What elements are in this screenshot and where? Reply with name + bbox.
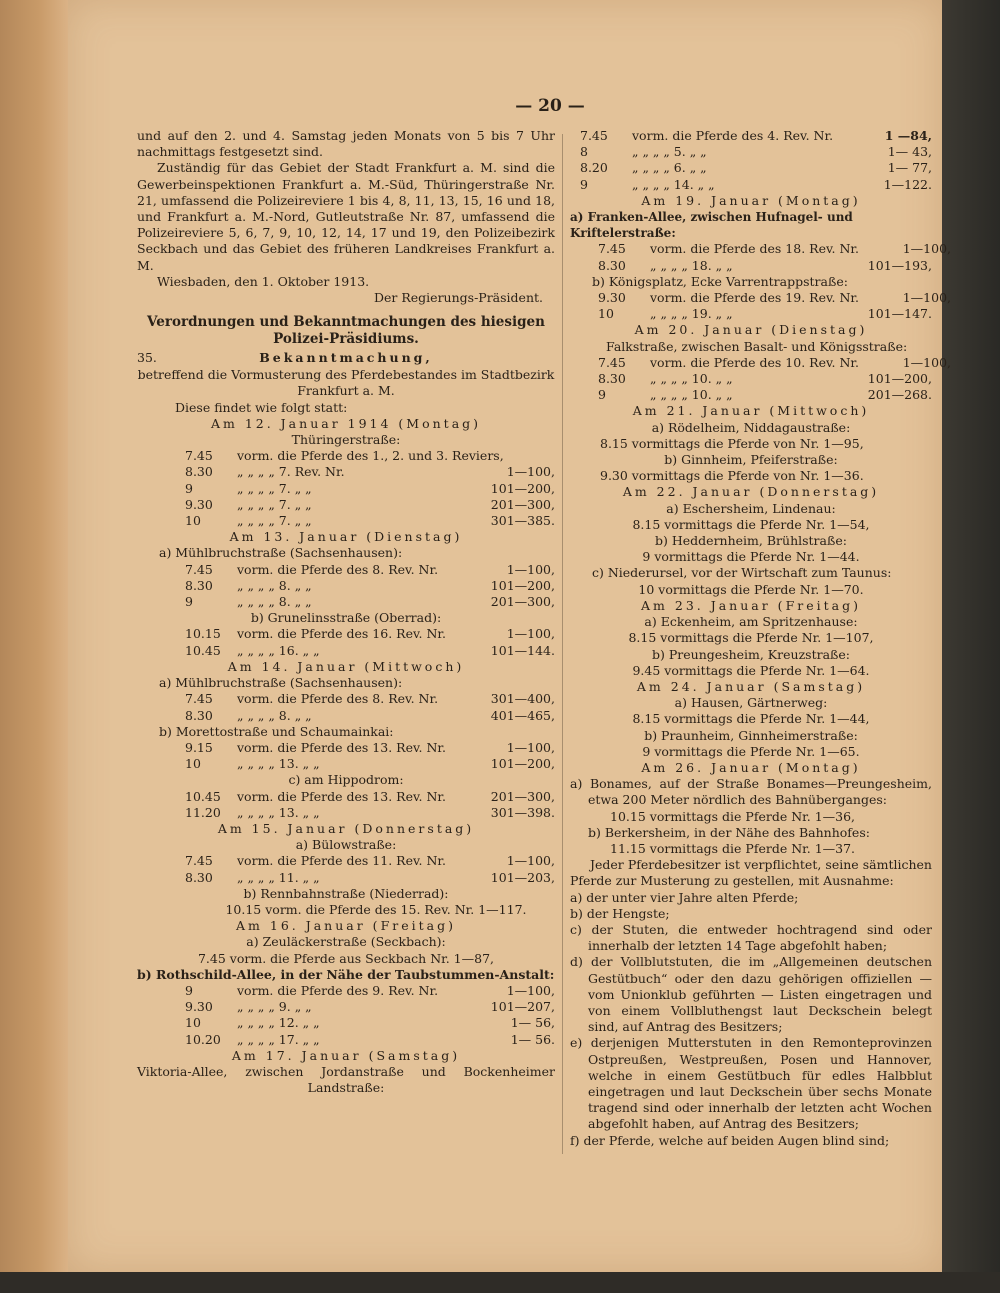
schedule-3b	[137, 740, 555, 772]
location-r5a: a) Eckenheim, am Spritzenhause:	[644, 614, 858, 630]
location-r7b: b) Berkersheim, in der Nähe des Bahnhofes:	[588, 824, 870, 840]
schedule-row: 10.15 vorm. die Pferde des 15. Rev. Nr. 1—117.	[225, 901, 527, 917]
location-r1a: a) Franken-Allee, zwischen Hufnagel- und Kriftelerstraße:	[570, 210, 853, 241]
exception-item: b) der Hengste;	[570, 905, 670, 921]
schedule-r7a-line: 10.15 vormittags die Pferde Nr. 1—36,	[610, 808, 856, 824]
location-3c: c) am Hippodrom:	[288, 772, 404, 788]
day-heading-6: Am 17. Januar (Samstag)	[231, 1047, 461, 1063]
day-heading-1: Am 12. Januar 1914 (Montag)	[210, 415, 482, 431]
schedule-r4c-line: 10 vormittags die Pferde Nr. 1—70.	[638, 581, 864, 597]
schedule-row: 10 „ „ „ „ 12. „ „ 1— 56,	[185, 1015, 555, 1031]
location-r4c: c) Niederursel, vor der Wirtschaft zum Taunus:	[592, 565, 892, 581]
location-3b: b) Morettostraße und Schaumainkai:	[159, 723, 394, 739]
location-r5b: b) Preungesheim, Kreuzstraße:	[652, 646, 850, 662]
schedule-r3b-line: 9.30 vormittags die Pferde von Nr. 1—36.	[600, 468, 864, 484]
left-column	[137, 128, 555, 1096]
notice-header	[137, 350, 555, 367]
schedule-row: 9.15 vorm. die Pferde des 13. Rev. Nr. 1—100,	[185, 739, 555, 755]
schedule-row: 10 „ „ „ „ 7. „ „ 301—385.	[185, 513, 555, 529]
right-column	[570, 128, 952, 1149]
day-heading-r7: Am 26. Januar (Montag)	[641, 759, 861, 775]
schedule-r4a-line: 8.15 vormittags die Pferde Nr. 1—54,	[632, 516, 870, 532]
schedule-row: 7.45 vorm. die Pferde des 1., 2. und 3. Reviers,	[185, 448, 504, 464]
schedule-3c	[137, 789, 555, 821]
schedule-row: 10.45 „ „ „ „ 16. „ „ 101—144.	[185, 642, 555, 658]
notice-intro: Diese findet wie folgt statt:	[175, 399, 348, 415]
location-r3b: b) Ginnheim, Pfeiferstraße:	[664, 452, 838, 468]
location-5b: b) Rothschild-Allee, in der Nähe der Taubstummen-Anstalt:	[137, 966, 555, 982]
section-heading: Verordnungen und Bekanntmachungen des hiesigen Polizei-Präsidiums.	[147, 314, 545, 348]
location-r4b: b) Heddernheim, Brühlstraße:	[655, 533, 847, 549]
schedule-3a	[137, 691, 555, 723]
schedule-r1b	[570, 290, 952, 322]
schedule-r6a-line: 8.15 vormittags die Pferde Nr. 1—44,	[632, 711, 870, 727]
schedule-1	[137, 448, 555, 529]
location-2b: b) Grunelinsstraße (Oberrad):	[250, 610, 442, 626]
day-heading-r5: Am 23. Januar (Freitag)	[641, 597, 861, 613]
schedule-r1a	[570, 241, 952, 273]
schedule-row: 7.45 vorm. die Pferde des 8. Rev. Nr. 1—100,	[185, 561, 555, 577]
schedule-r5b-line: 9.45 vormittags die Pferde Nr. 1—64.	[632, 662, 870, 678]
schedule-row: 11.20 „ „ „ „ 13. „ „ 301—398.	[185, 804, 555, 820]
schedule-r3a-line: 8.15 vormittags die Pferde von Nr. 1—95,	[600, 435, 864, 451]
schedule-r6b-line: 9 vormittags die Pferde Nr. 1—65.	[642, 743, 860, 759]
schedule-row: 9 „ „ „ „ 10. „ „ 201—268.	[598, 387, 932, 403]
paragraph-duty: Jeder Pferdebesitzer ist verpflichtet, seine sämtlichen Pferde zur Musterung zu gestellen, mit Ausnahme:	[570, 857, 932, 889]
schedule-row: 9 „ „ „ „ 7. „ „ 101—200,	[185, 480, 555, 496]
location-3a: a) Mühlbruchstraße (Sachsenhausen):	[159, 675, 403, 691]
place-date: Wiesbaden, den 1. Oktober 1913.	[157, 273, 370, 289]
location-6: Viktoria-Allee, zwischen Jordanstraße und Bockenheimer Landstraße:	[137, 1063, 555, 1096]
schedule-2a	[137, 562, 555, 611]
location-2a: a) Mühlbruchstraße (Sachsenhausen):	[159, 545, 403, 561]
schedule-row: 10 „ „ „ „ 13. „ „ 101—200,	[185, 756, 555, 772]
location-r1b: b) Königsplatz, Ecke Varrentrappstraße:	[592, 273, 848, 289]
day-heading-r6: Am 24. Januar (Samstag)	[636, 678, 866, 694]
schedule-row: 7.45 vorm. die Pferde des 8. Rev. Nr. 301—400,	[185, 691, 555, 707]
schedule-4a	[137, 853, 555, 885]
schedule-row: 8.30 „ „ „ „ 18. „ „ 101—193,	[598, 257, 932, 273]
exception-list	[570, 890, 932, 1149]
schedule-row: 9.30 „ „ „ „ 7. „ „ 201—300,	[185, 496, 555, 512]
day-heading-r2: Am 20. Januar (Dienstag)	[634, 322, 868, 338]
schedule-row: 9.30 vorm. die Pferde des 19. Rev. Nr. 1—100,	[598, 290, 952, 306]
paragraph-intro-1: und auf den 2. und 4. Samstag jeden Monats von 5 bis 7 Uhr nachmittags festgesetzt sind.	[137, 128, 555, 160]
day-heading-5: Am 16. Januar (Freitag)	[236, 918, 456, 934]
day-heading-r3: Am 21. Januar (Mittwoch)	[632, 403, 870, 419]
exception-item: d) der Vollblutstuten, die im „Allgemeinen deutschen Gestütbuch“ oder den dazu gehörigen offiziellen — vom Unionklub geführten — Listen eingetragen und von einem Vollbluthengst laut Deckschein belegt sind, auf Antrag des Besitzers;	[570, 954, 932, 1035]
notice-title: Bekanntmachung,	[259, 350, 433, 366]
schedule-row: 8.20 „ „ „ „ 6. „ „ 1— 77,	[580, 160, 932, 176]
location-5a: a) Zeuläckerstraße (Seckbach):	[246, 934, 446, 950]
location-r2: Falkstraße, zwischen Basalt- und Königsstraße:	[606, 338, 908, 354]
schedule-row: 8.30 „ „ „ „ 8. „ „ 401—465,	[185, 707, 555, 723]
book-edge-left	[0, 0, 70, 1293]
schedule-row: 8 „ „ „ „ 5. „ „ 1— 43,	[580, 144, 932, 160]
schedule-row: 7.45 vorm. die Pferde des 4. Rev. Nr. 1 —84,	[580, 128, 932, 143]
day-heading-r4: Am 22. Januar (Donnerstag)	[622, 484, 880, 500]
day-heading-r1: Am 19. Januar (Montag)	[641, 192, 861, 208]
schedule-row: 10.15 vorm. die Pferde des 16. Rev. Nr. 1—100,	[185, 626, 555, 642]
paragraph-intro-2: Zuständig für das Gebiet der Stadt Frankfurt a. M. sind die Gewerbeinspektionen Frankfurt a. M.-Süd, Thüringerstraße Nr. 21, umfassend die Polizeireviere 1 bis 4, 8, 11, 13, 15, 16 und 18, und Frankfurt a. M.-Nord, Gutleutstraße Nr. 87, umfassend die Polizeireviere 5, 6, 7, 9, 10, 12, 14, 17 und 19, den Polizeibezirk Seckbach und das Gebiet des früheren Landkreises Frankfurt a. M.	[137, 160, 555, 273]
schedule-r7b-line: 11.15 vormittags die Pferde Nr. 1—37.	[610, 840, 856, 856]
schedule-r5a-line: 8.15 vormittags die Pferde Nr. 1—107,	[628, 630, 874, 646]
schedule-row: 8.30 „ „ „ „ 11. „ „ 101—203,	[185, 869, 555, 885]
location-4a: a) Bülowstraße:	[295, 837, 397, 853]
location-r6b: b) Praunheim, Ginnheimerstraße:	[644, 727, 858, 743]
location-r7a: a) Bonames, auf der Straße Bonames—Preungesheim, etwa 200 Meter nördlich des Bahnüberganges:	[570, 776, 932, 808]
schedule-4b	[137, 902, 555, 918]
day-heading-2: Am 13. Januar (Dienstag)	[229, 529, 463, 545]
location-r6a: a) Hausen, Gärtnerweg:	[674, 695, 828, 711]
schedule-row: 7.45 vorm. die Pferde des 18. Rev. Nr. 1—100,	[598, 241, 952, 257]
signature: Der Regierungs-Präsident.	[374, 290, 543, 306]
exception-item: c) der Stuten, die entweder hochtragend sind oder innerhalb der letzten 14 Tage abgefohlt haben;	[570, 921, 932, 954]
schedule-row: 9 „ „ „ „ 8. „ „ 201—300,	[185, 594, 555, 610]
day-heading-4: Am 15. Januar (Donnerstag)	[217, 820, 475, 836]
schedule-row: 10.20 „ „ „ „ 17. „ „ 1— 56.	[185, 1031, 555, 1047]
location-r3a: a) Rödelheim, Niddagaustraße:	[651, 419, 851, 435]
schedule-row: 8.30 „ „ „ „ 8. „ „ 101—200,	[185, 577, 555, 593]
exception-item: f) der Pferde, welche auf beiden Augen blind sind;	[570, 1132, 890, 1148]
schedule-5b	[137, 983, 555, 1048]
background-right	[942, 0, 1000, 1293]
day-heading-3: Am 14. Januar (Mittwoch)	[227, 658, 465, 674]
page-number: — 20 —	[515, 96, 585, 116]
schedule-2b	[137, 626, 555, 658]
column-divider	[562, 134, 563, 1154]
schedule-row: 8.30 „ „ „ „ 10. „ „ 101—200,	[598, 371, 932, 387]
location-r4a: a) Eschersheim, Lindenau:	[666, 500, 836, 516]
schedule-row: 10 „ „ „ „ 19. „ „ 101—147.	[598, 306, 932, 322]
exception-item: a) der unter vier Jahre alten Pferde;	[570, 889, 799, 905]
schedule-r4b-line: 9 vormittags die Pferde Nr. 1—44.	[642, 549, 860, 565]
schedule-row: 7.45 vorm. die Pferde des 10. Rev. Nr. 1—100,	[598, 354, 952, 370]
schedule-r0	[570, 128, 932, 193]
schedule-r2	[570, 354, 952, 404]
schedule-row: 9 „ „ „ „ 14. „ „ 1—122.	[580, 176, 932, 192]
schedule-5a-line: 7.45 vorm. die Pferde aus Seckbach Nr. 1—87,	[197, 950, 495, 966]
notice-subject: betreffend die Vormusterung des Pferdebestandes im Stadtbezirk Frankfurt a. M.	[137, 367, 555, 399]
schedule-row: 10.45 vorm. die Pferde des 13. Rev. Nr. 201—300,	[185, 788, 555, 804]
schedule-row: 9.30 „ „ „ „ 9. „ „ 101—207,	[185, 999, 555, 1015]
location-1: Thüringerstraße:	[291, 432, 401, 448]
schedule-row: 9 vorm. die Pferde des 9. Rev. Nr. 1—100,	[185, 982, 555, 998]
schedule-row: 8.30 „ „ „ „ 7. Rev. Nr. 1—100,	[185, 464, 555, 480]
schedule-row: 7.45 vorm. die Pferde des 11. Rev. Nr. 1—100,	[185, 853, 555, 869]
background-bottom	[0, 1272, 1000, 1293]
exception-item: e) derjenigen Mutterstuten in den Remonteprovinzen Ostpreußen, Westpreußen, Posen und Hannover, welche in einem Gestütbuch für edles Halbblut eingetragen und laut Deckschein über sechs Monate tragend sind oder innerhalb der letzten acht Wochen abgefohlt haben, auf Antrag des Besitzers;	[570, 1035, 932, 1132]
notice-number: 35.	[137, 350, 157, 366]
location-4b: b) Rennbahnstraße (Niederrad):	[243, 885, 449, 901]
